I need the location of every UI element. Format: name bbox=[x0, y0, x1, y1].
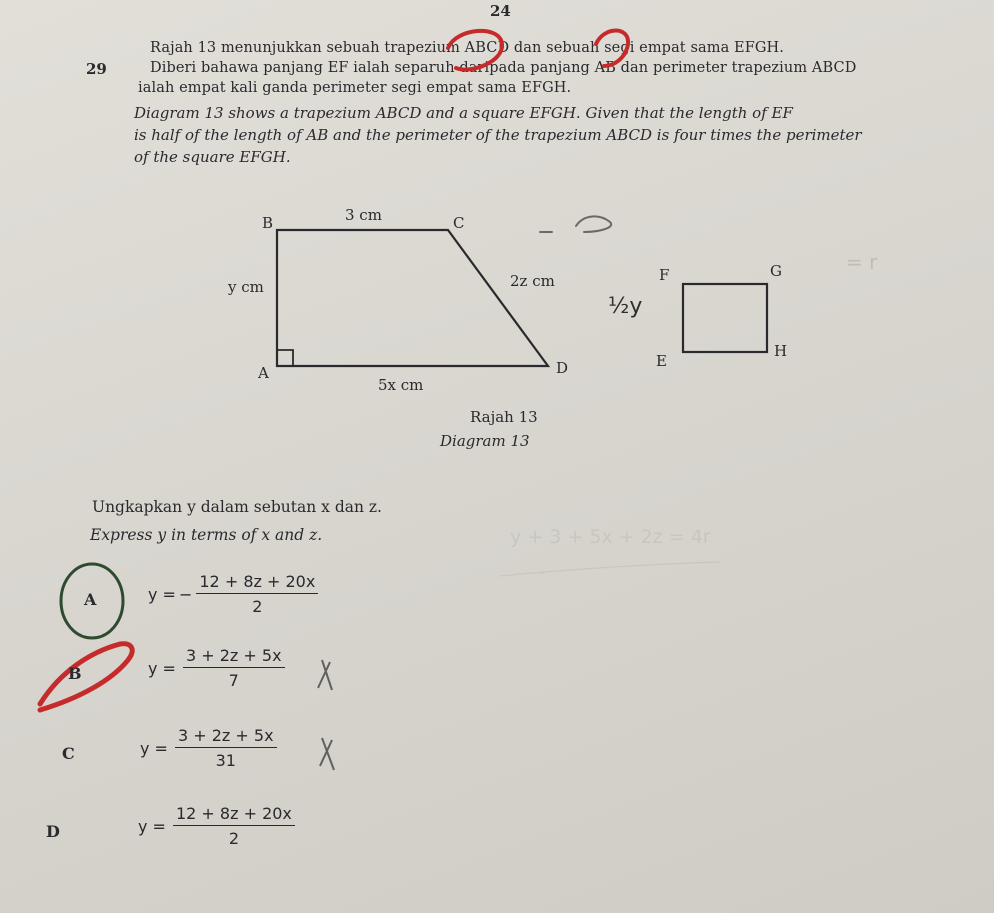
instruction-english: Express y in terms of x and z. bbox=[90, 526, 323, 544]
option-d-letter[interactable]: D bbox=[46, 822, 60, 841]
right-angle-marker bbox=[277, 350, 293, 366]
side-label-ab: y cm bbox=[228, 278, 264, 296]
option-b-formula[interactable] bbox=[148, 646, 285, 690]
fraction-numerator: 12 + 8z + 20x bbox=[173, 804, 295, 826]
side-label-bc: 3 cm bbox=[345, 206, 382, 224]
formula-lhs: y = bbox=[138, 816, 166, 836]
vertex-label-f: F bbox=[659, 266, 670, 284]
fraction-numerator: 3 + 2z + 5x bbox=[175, 726, 277, 748]
handwritten-note: ½y bbox=[608, 294, 643, 319]
pencil-mark bbox=[540, 216, 611, 232]
square-efgh bbox=[683, 284, 767, 352]
fraction bbox=[183, 646, 285, 690]
diagram-caption-malay: Rajah 13 bbox=[470, 408, 538, 426]
handwritten-equation: y + 3 + 5x + 2z = 4r bbox=[510, 526, 711, 548]
vertex-label-g: G bbox=[770, 262, 782, 280]
option-c-formula[interactable] bbox=[140, 726, 277, 770]
vertex-label-h: H bbox=[774, 342, 788, 360]
red-circle-mark bbox=[448, 31, 502, 70]
diagram-caption-english: Diagram 13 bbox=[440, 432, 530, 450]
trapezium-abcd bbox=[277, 230, 548, 366]
side-label-cd: 2z cm bbox=[510, 272, 555, 290]
vertex-label-e: E bbox=[656, 352, 667, 370]
cross-mark bbox=[318, 660, 334, 770]
vertex-label-d: D bbox=[556, 359, 569, 377]
question-text-english-line: Diagram 13 shows a trapezium ABCD and a square EFGH. Given that the length of EF bbox=[134, 104, 793, 122]
formula-lhs: y = bbox=[148, 658, 176, 678]
side-label-ad: 5x cm bbox=[378, 376, 424, 394]
fraction bbox=[196, 572, 318, 616]
fraction-denominator: 31 bbox=[215, 751, 236, 770]
red-circle-mark bbox=[596, 31, 628, 67]
question-number: 29 bbox=[86, 60, 107, 78]
vertex-label-a: A bbox=[258, 364, 269, 382]
formula-sign: − bbox=[178, 584, 193, 604]
fraction bbox=[175, 726, 277, 770]
question-text-english-line: is half of the length of AB and the perimeter of the trapezium ABCD is four times the perimeter bbox=[134, 126, 862, 144]
fraction-numerator: 3 + 2z + 5x bbox=[183, 646, 285, 668]
fraction-denominator: 2 bbox=[252, 597, 263, 616]
pencil-underline bbox=[500, 562, 720, 576]
fraction-denominator: 7 bbox=[228, 671, 239, 690]
option-a-letter[interactable]: A bbox=[84, 590, 97, 609]
option-b-letter[interactable]: B bbox=[68, 664, 82, 683]
option-d-formula[interactable] bbox=[138, 804, 295, 848]
red-highlight-mark bbox=[40, 644, 132, 710]
formula-lhs: y = bbox=[148, 584, 176, 604]
question-text-malay-line: ialah empat kali ganda perimeter segi empat sama EFGH. bbox=[138, 80, 572, 96]
handwritten-note: = r bbox=[846, 250, 878, 274]
page-number: 24 bbox=[490, 2, 511, 20]
fraction-numerator: 12 + 8z + 20x bbox=[196, 572, 318, 594]
vertex-label-b: B bbox=[262, 214, 274, 232]
option-c-letter[interactable]: C bbox=[62, 744, 75, 763]
fraction bbox=[173, 804, 295, 848]
formula-lhs: y = bbox=[140, 738, 168, 758]
fraction-denominator: 2 bbox=[228, 829, 240, 848]
question-text-malay-line: Diberi bahawa panjang EF ialah separuh daripada panjang AB dan perimeter trapezium ABCD bbox=[150, 60, 857, 76]
option-a-formula[interactable] bbox=[148, 572, 318, 616]
vertex-label-c: C bbox=[453, 214, 465, 232]
instruction-malay: Ungkapkan y dalam sebutan x dan z. bbox=[92, 498, 382, 516]
question-text-english-line: of the square EFGH. bbox=[134, 148, 291, 166]
question-text-malay-line: Rajah 13 menunjukkan sebuah trapezium ABCD dan sebuah segi empat sama EFGH. bbox=[150, 40, 785, 56]
